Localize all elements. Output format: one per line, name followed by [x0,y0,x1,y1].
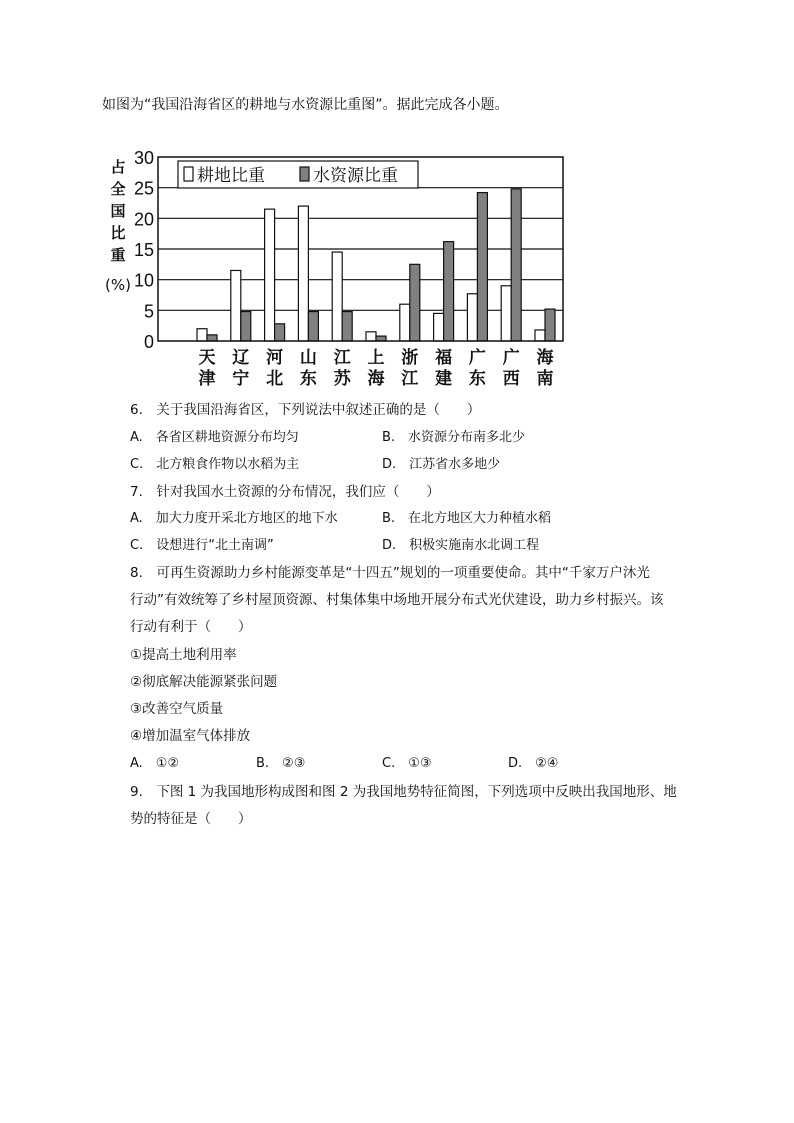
bar-chart [100,150,570,390]
bar-cropland-河北 [265,209,275,341]
q8-option-c[interactable]: C. ①③ [382,756,432,771]
x-tick-label: 海 [536,348,554,368]
q9-stem-line2: 势的特征是（ ） [130,811,252,827]
y-label-char: 重 [110,246,126,264]
q8-item-4: ④增加温室气体排放 [130,728,251,744]
bar-water-天津 [207,335,217,341]
x-tick-label: 江 [401,369,419,389]
legend [178,161,418,188]
q8-stem-line2: 行动”有效统筹了乡村屋顶资源、村集体集中场地开展分布式光伏建设，助力乡村振兴。该 [130,592,664,608]
bar-water-福建 [444,242,454,341]
legend-label-cropland: 耕地比重 [197,166,265,186]
bar-water-海南 [545,309,555,341]
x-tick-label: 东 [299,369,317,389]
x-tick-label: 天 [198,348,216,368]
y-label-unit: (%) [105,276,131,294]
y-label-char: 占 [110,158,126,176]
q7-stem: 7. 针对我国水土资源的分布情况，我们应（ ） [130,484,440,500]
bar-water-江苏 [342,312,352,341]
legend-label-water: 水资源比重 [313,166,398,186]
bar-water-浙江 [410,264,420,341]
bars [197,189,555,341]
q8-item-1: ①提高土地利用率 [130,647,237,663]
bar-cropland-上海 [366,332,376,341]
bar-cropland-浙江 [400,304,410,341]
bar-water-广西 [511,189,521,341]
q8-item-2: ②彻底解决能源紧张问题 [130,674,278,690]
x-tick-label: 津 [198,369,216,389]
x-tick-label: 辽 [232,348,250,368]
q7-option-a[interactable]: A. 加大力度开采北方地区的地下水 [130,511,338,526]
intro-text: 如图为“我国沿海省区的耕地与水资源比重图”。据此完成各小题。 [102,97,509,113]
q8-option-a[interactable]: A. ①② [130,756,180,771]
x-tick-label: 北 [266,369,284,389]
q8-options [130,752,634,771]
legend-swatch-cropland [184,167,193,181]
y-label-char: 比 [110,224,126,242]
q6-option-b[interactable]: B. 水资源分布南多北少 [382,430,526,445]
bar-cropland-广西 [501,286,511,341]
bar-water-河北 [275,324,285,341]
x-tick-label: 江 [333,348,351,368]
x-tick-label: 浙 [401,348,419,368]
x-tick-label: 宁 [232,369,250,389]
bar-cropland-辽宁 [231,270,241,341]
q7-option-d[interactable]: D. 积极实施南水北调工程 [382,538,540,553]
q7-option-b[interactable]: B. 在北方地区大力种植水稻 [382,511,552,526]
bar-cropland-广东 [467,294,477,341]
q8-stem-line3: 行动有利于（ ） [130,619,252,635]
legend-swatch-water [300,167,309,181]
q8-item-3: ③改善空气质量 [130,701,224,717]
x-tick-label: 苏 [333,369,351,389]
y-tick-label: 10 [133,270,154,291]
x-axis-labels [199,347,555,389]
x-tick-label: 上 [367,348,385,368]
q8-option-b[interactable]: B. ②③ [256,756,306,771]
y-tick-label: 20 [133,209,154,230]
y-label-char: 全 [110,180,126,198]
y-axis-ticks [134,150,154,352]
q6-option-d[interactable]: D. 江苏省水多地少 [382,457,501,472]
x-tick-label: 西 [502,369,520,389]
q6-option-a[interactable]: A. 各省区耕地资源分布均匀 [130,430,299,445]
x-tick-label: 海 [367,369,385,389]
bar-water-广东 [477,193,487,341]
x-tick-label: 广 [468,348,486,368]
x-tick-label: 河 [266,348,284,368]
bar-water-山东 [308,312,318,341]
y-label-char: 国 [110,202,126,220]
bar-cropland-福建 [434,313,444,341]
y-axis-label [105,158,131,294]
y-tick-label: 0 [143,332,154,352]
y-tick-label: 25 [133,178,154,199]
x-tick-label: 广 [502,348,520,368]
q6-option-c[interactable]: C. 北方粮食作物以水稻为主 [130,457,300,472]
y-tick-label: 5 [143,301,154,322]
q8-stem-line1: 8. 可再生资源助力乡村能源变革是“十四五”规划的一项重要使命。其中“千家万户沐光 [130,565,650,581]
q7-option-c[interactable]: C. 设想进行“北土南调” [130,538,274,553]
bar-cropland-江苏 [332,252,342,341]
q8-option-d[interactable]: D. ②④ [508,756,559,771]
x-tick-label: 南 [536,369,554,389]
q6-stem: 6. 关于我国沿海省区，下列说法中叙述正确的是（ ） [130,402,481,418]
y-tick-label: 30 [133,150,154,168]
x-tick-label: 福 [435,348,453,368]
x-tick-label: 东 [468,369,486,389]
x-tick-label: 山 [299,348,317,368]
q9-stem-line1: 9. 下图 1 为我国地形构成图和图 2 为我国地势特征简图，下列选项中反映出我国地形、地 [130,784,677,800]
bar-water-辽宁 [241,312,251,341]
bar-cropland-天津 [197,329,207,341]
bar-cropland-海南 [535,330,545,341]
y-tick-label: 15 [133,240,154,260]
bar-cropland-山东 [298,206,308,341]
x-tick-label: 建 [435,369,453,389]
